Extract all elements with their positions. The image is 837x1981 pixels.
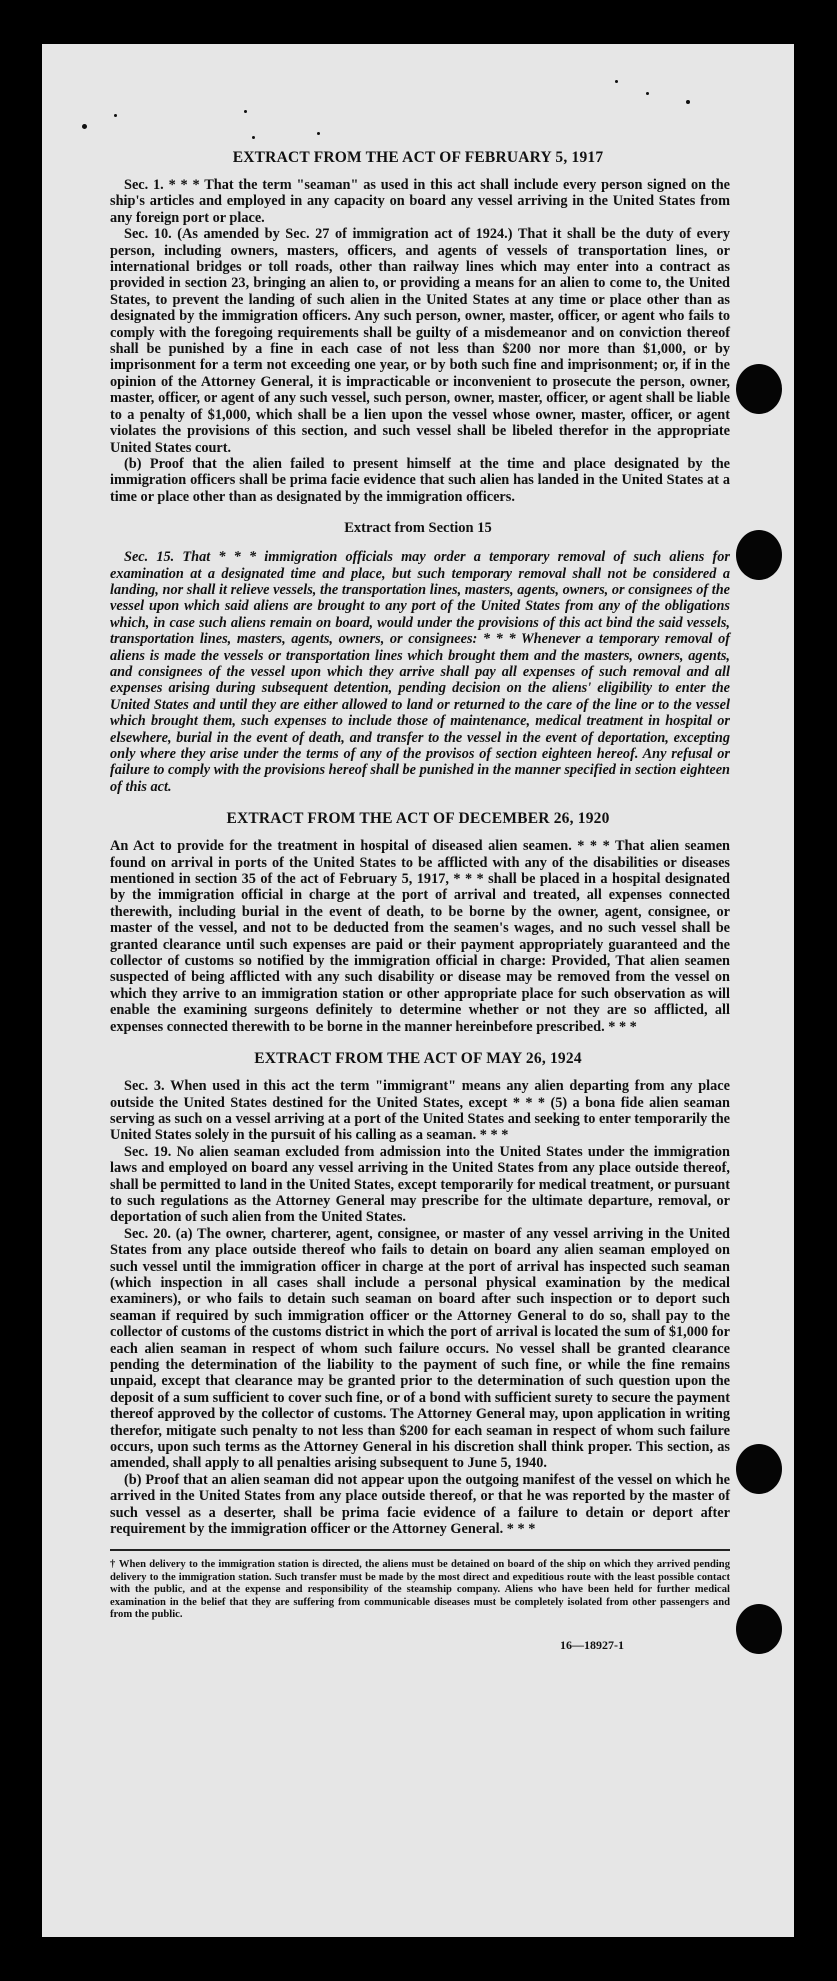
section-act-1924 (42, 1078, 794, 1537)
scan-speck (615, 80, 618, 83)
scan-speck (244, 110, 247, 113)
section-act-1920 (42, 838, 794, 1035)
scan-speck (317, 132, 320, 135)
section-act-1917 (42, 177, 794, 505)
form-number: 16—18927-1 (560, 1637, 624, 1652)
subheading-section-15: Extract from Section 15 (344, 520, 492, 537)
heading-act-1920: EXTRACT FROM THE ACT OF DECEMBER 26, 1920 (226, 810, 610, 828)
paragraph-act-1920: An Act to provide for the treatment in hospital of diseased alien seamen. * * * That alien seamen found on arrival in ports of the United States to be afflicted with any of the disabilities or diseases mentioned in section 35 of the act of February 5, 1917, * * * shall be placed in a hospital designated by the immigration official in charge at the port of arrival and treated, all expenses connected therewith, including burial in the event of death, to be borne by the owner, agent, consignee, or master of the vessel, and not to be deducted from the seamen's wages, and no such vessel shall be granted clearance until such expenses are paid or their payment appropriately guaranteed and the collector of customs so notified by the immigration official in charge: Provided, That alien seamen suspected of being afflicted with any such disability or disease may be removed from the vessel on which they arrive to an immigration station or other appropriate place for such observation as will enable the examining surgeons definitely to determine whether or not they are so afflicted, all expenses connected therewith to be borne in the manner hereinbefore prescribed. * * * (110, 838, 730, 1035)
paragraph-sec-20-b: (b) Proof that an alien seaman did not appear upon the outgoing manifest of the vessel on which he arrived in the United States from any place outside thereof, or that he was reported by the master of such vessel as a deserter, shall be prima facie evidence of a failure to detain or deport after requirement by the immigration officer or the Attorney General. * * * (110, 1471, 730, 1538)
document-page (42, 44, 794, 1937)
paragraph-sec-10: Sec. 10. (As amended by Sec. 27 of immigration act of 1924.) That it shall be the duty of every person, including owners, masters, officers, and agents of vessels of transportation lines, or international bridges or toll roads, other than railway lines which may enter into a contract as provided in section 23, bringing an alien to, or providing a means for an alien to come to, the United States, to prevent the landing of such alien in the United States at any time or place other than as designated by the immigration officers. Any such person, owner, master, officer, or agent who fails to comply with the foregoing requirements shall be guilty of a misdemeanor and on conviction thereof shall be punished by a fine in each case of not less than $200 nor more than $1,000, or by imprisonment for a term not exceeding one year, or by both such fine and imprisonment; or, if in the opinion of the Attorney General, it is impracticable or inconvenient to prosecute the person, owner, master, officer, or agent of any such vessel, such person, owner, master, officer, or agent shall be liable to a penalty of $1,000, which shall be a lien upon the vessel whose owner, master, officer, or agent violates the provisions of this section, and such vessel shall be libeled therefor in the appropriate United States court. (110, 226, 730, 456)
document-content (42, 148, 794, 1653)
scan-speck (82, 124, 87, 129)
scan-speck (646, 92, 649, 95)
scan-speck (252, 136, 255, 139)
paragraph-sec-20-a: Sec. 20. (a) The owner, charterer, agent, consignee, or master of any vessel arriving in the United States from any place outside thereof who fails to detain on board any alien seaman employed on such vessel until the immigration officer in charge at the port of arrival has inspected such seaman (which inspection in all cases shall include a personal physical examination by the medical examiners), or who fails to detain such seaman on board after such inspection or to deport such seaman if required by such immigration officer or the Attorney General to do so, shall pay to the collector of customs of the customs district in which the port of arrival is located the sum of $1,000 for each alien seaman in respect of whom such failure occurs. No vessel shall be granted clearance pending the determination of the liability to the payment of such fine, or while the fine remains unpaid, except that clearance may be granted prior to the determination of such question upon the deposit of a sum sufficient to cover such fine, or of a bond with sufficient surety to secure the payment thereof approved by the collector of customs. The Attorney General may, upon application in writing therefor, mitigate such penalty to not less than $200 for each seaman in respect of whom such failure occurs, upon such terms as the Attorney General in his discretion shall think proper. This section, as amended, shall apply to all penalties arising subsequent to June 5, 1940. (110, 1225, 730, 1472)
paragraph-sec-10-b: (b) Proof that the alien failed to present himself at the time and place designated by the immigration officers shall be prima facie evidence that such alien has landed in the United States at a time or place other than as designated by the immigration officers. (110, 455, 730, 505)
paragraph-sec-3: Sec. 3. When used in this act the term "immigrant" means any alien departing from any place outside the United States destined for the United States, except * * * (5) a bona fide alien seaman serving as such on a vessel arriving at a port of the United States and seeking to enter temporarily the United States solely in the pursuit of his calling as a seaman. * * * (110, 1078, 730, 1144)
paragraph-sec-19: Sec. 19. No alien seaman excluded from admission into the United States under the immigration laws and employed on board any vessel arriving in the United States from any place outside thereof, shall be permitted to land in the United States, except temporarily for medical treatment, or pursuant to such regulations as the Attorney General may prescribe for the ultimate departure, removal, or deportation of such alien from the United States. (110, 1143, 730, 1226)
footnote: † When delivery to the immigration station is directed, the aliens must be detained on board of the ship on which they arrived pending delivery to the immigration station. Such transfer must be made by the most direct and expeditious route with the least possible contact with the public, and at the expense and responsibility of the steamship company. Aliens who have been held for further medical examination in the belief that they are suffering from communicable diseases must be completely isolated from other passengers and from the public. (110, 1559, 730, 1621)
section-15 (42, 549, 794, 795)
heading-act-1924: EXTRACT FROM THE ACT OF MAY 26, 1924 (254, 1050, 582, 1068)
scan-speck (114, 114, 117, 117)
paragraph-sec-15: Sec. 15. That * * * immigration officials may order a temporary removal of such aliens for examination at a designated time and place, but such temporary removal shall not be considered a landing, nor shall it relieve vessels, the transportation lines, masters, agents, owners, or consignees of the vessel upon which said aliens are brought to any port of the United States from any of the obligations which, in case such aliens remain on board, would under the provisions of this act bind the said vessels, transportation lines, masters, agents, owners, or consignees: * * * Whenever a temporary removal of aliens is made the vessels or transportation lines which brought them and the masters, owners, agents, and consignees of the vessel upon which they arrive shall pay all expenses of such removal and all expenses arising during subsequent detention, pending decision on the aliens' eligibility to enter the United States and until they are either allowed to land or returned to the care of the line or to the vessel which brought them, such expenses to include those of maintenance, medical treatment in hospital or elsewhere, burial in the event of death, and transfer to the vessel in the event of deportation, excepting only where they arise under the terms of any of the provisos of section eighteen hereof. Any refusal or failure to comply with the provisions hereof shall be punished in the manner specified in section eighteen of this act. (110, 549, 730, 795)
scan-speck (686, 100, 690, 104)
paragraph-sec-1: Sec. 1. * * * That the term "seaman" as used in this act shall include every person signed on the ship's articles and employed in any capacity on board any vessel arriving in the United States from any foreign port or place. (110, 177, 730, 226)
heading-act-1917: EXTRACT FROM THE ACT OF FEBRUARY 5, 1917 (232, 149, 604, 166)
footnote-divider (110, 1549, 730, 1551)
